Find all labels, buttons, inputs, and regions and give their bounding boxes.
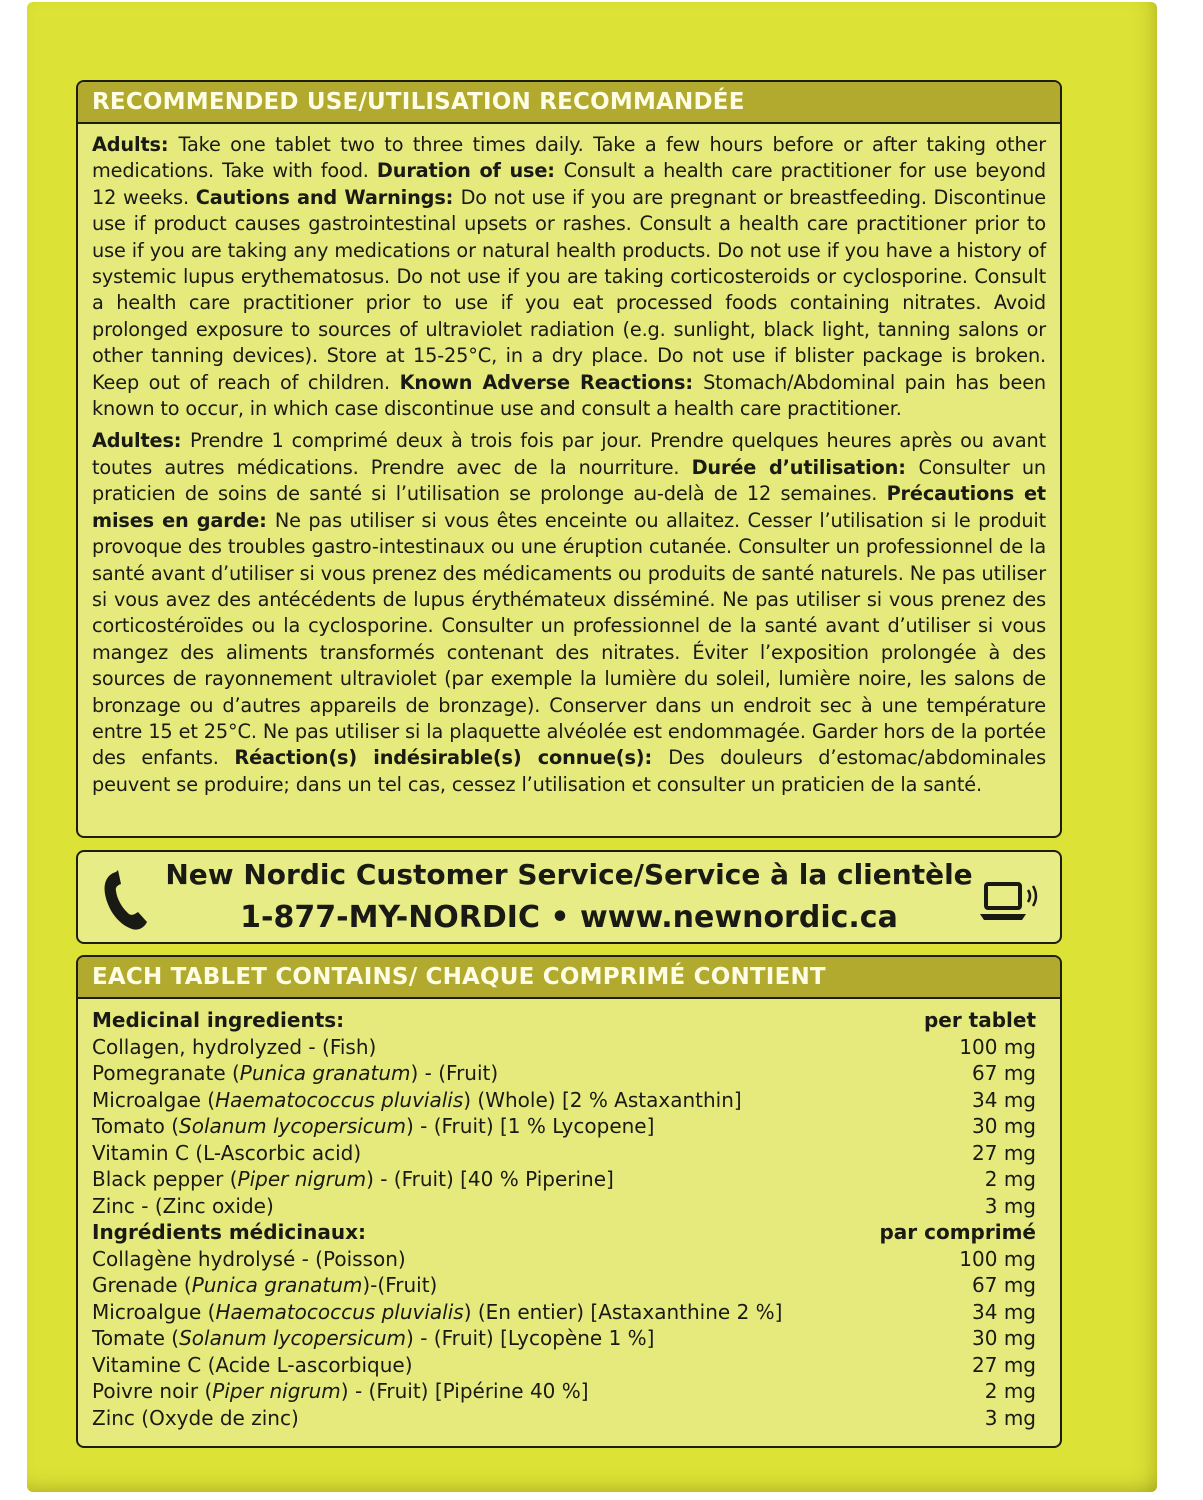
ingredient-name-part: ) (En entier) [Astaxanthine 2 %] (463, 1299, 783, 1324)
usage-label: Précautions et mises en garde: (92, 482, 1046, 532)
ingredient-amount: 67 mg (972, 1273, 1036, 1297)
ingredient-name (92, 1378, 589, 1405)
ingredient-amount: 30 mg (972, 1326, 1036, 1350)
ingredient-name (92, 1060, 498, 1087)
usage-text: Do not use if you are pregnant or breastfeeding. Discontinue use if product causes gastrointestinal upsets or rashes. Consult a health care practitioner prior to use if you are taking any medications or natural health products. Do not use if you have a history of systemic lupus erythematosus. Do not use if you are taking corticosteroids or cyclosporine. Consult a health care practitioner prior to use if you eat processed foods containing nitrates. Avoid prolonged exposure to sources of ultraviolet radiation (e.g. sunlight, black light, tanning salons or other tanning devices). Store at 15-25°C, in a dry place. Do not use if blister package is broken. Keep out of reach of children. (92, 185, 1046, 394)
ingredient-amount: 34 mg (972, 1087, 1036, 1112)
customer-service-panel (76, 850, 1062, 944)
ingredient-amount: 34 mg (972, 1299, 1036, 1324)
ingredient-row (92, 1140, 1036, 1167)
ingredient-latin-name: Solanum lycopersicum (179, 1114, 406, 1138)
ingredient-row (92, 1405, 1036, 1432)
usage-text: Take one tablet two to three times daily. Take a few hours before or after taking other medications. Take with food. (92, 133, 1046, 183)
ingredient-name-part: Vitamine C (Acide L-ascorbique) (92, 1352, 413, 1377)
ingredient-name-part: Microalgue ( (92, 1299, 216, 1324)
ingredient-latin-name: Piper nigrum (212, 1379, 341, 1403)
ingredient-latin-name: Solanum lycopersicum (179, 1326, 407, 1350)
ingredient-row (92, 1193, 1036, 1220)
ingredient-amount: 3 mg (984, 1193, 1036, 1218)
ingredient-row (92, 1034, 1036, 1061)
ingredient-name (92, 1140, 361, 1167)
ingredient-amount: 30 mg (972, 1114, 1036, 1138)
ingredient-name-part: ) - (Fruit) (410, 1061, 499, 1085)
usage-text: Consulter un praticien de soins de santé si l’utilisation se prolonge au-delà de 12 semaines. (92, 455, 1046, 506)
ingredient-amount: 100 mg (959, 1034, 1036, 1059)
ingredient-name-part: ) - (Fruit) [Lycopène 1 %] (406, 1326, 655, 1350)
ingredient-name (92, 1219, 366, 1246)
usage-label: Known Adverse Reactions: (399, 370, 704, 394)
ingredient-name-part: Zinc (Oxyde de zinc) (92, 1405, 299, 1430)
usage-label: Cautions and Warnings: (195, 185, 461, 209)
ingredient-name-part: Ingrédients médicinaux: (92, 1220, 366, 1244)
ingredient-latin-name: Haematococcus pluvialis (215, 1299, 464, 1324)
ingredient-name-part: Medicinal ingredients: (92, 1008, 345, 1032)
ingredient-row (92, 1246, 1036, 1273)
ingredients-heading-row (92, 1219, 1036, 1246)
usage-text: Consult a health care practitioner for use beyond 12 weeks. (92, 159, 1047, 209)
ingredient-name-part: )-(Fruit) (362, 1273, 438, 1297)
ingredient-amount: 2 mg (984, 1167, 1036, 1191)
ingredient-amount: 2 mg (984, 1379, 1036, 1403)
usage-text: Ne pas utiliser si vous êtes enceinte ou allaitez. Cesser l’utilisation si le produit provoque des troubles gastro-intestinaux ou une éruption cutanée. Consulter un professionnel de la santé avant d’utiliser si vous prenez des médicaments ou produits de santé naturels. Ne pas utiliser si vous avez des antécédents de lupus érythémateux disséminé. Ne pas utiliser si vous prenez des corticostéroïdes ou la cyclosporine. Consulter un professionnel de la santé avant d’utiliser si vous mangez des aliments transformés contenant des nitrates. Éviter l’exposition prolongée à des sources de rayonnement ultraviolet (par exemple la lumière du soleil, lumière noire, les salons de bronzage ou d’autres appareils de bronzage). Conserver dans un endroit sec à une température entre 15 et 25°C. Ne pas utiliser si la plaquette alvéolée est endommagée. Garder hors de la portée des enfants. (92, 508, 1047, 770)
ingredient-name (92, 1193, 274, 1220)
ingredient-amount: 67 mg (972, 1061, 1036, 1085)
ingredient-name (92, 1325, 654, 1352)
usage-label: Réaction(s) indésirable(s) connue(s): (234, 746, 669, 770)
usage-text: Prendre 1 comprimé deux à trois fois par jour. Prendre quelques heures après ou avant toutes autres médications. Prendre avec de la nourriture. (92, 429, 1046, 479)
recommended-use-header: RECOMMENDED USE/UTILISATION RECOMMANDÉE (78, 82, 1060, 124)
customer-service-title: New Nordic Customer Service/Service à la clientèle (165, 858, 973, 891)
ingredient-row (92, 1087, 1036, 1114)
usage-label: Durée d’utilisation: (691, 455, 919, 479)
ingredient-name-part: Poivre noir ( (92, 1379, 213, 1403)
ingredient-name (92, 1034, 376, 1061)
ingredient-latin-name: Haematococcus pluvialis (215, 1087, 464, 1112)
ingredient-latin-name: Punica granatum (191, 1273, 363, 1297)
ingredient-latin-name: Punica granatum (239, 1061, 411, 1085)
usage-english-text (78, 124, 1060, 422)
ingredient-amount: 27 mg (972, 1352, 1036, 1377)
ingredient-latin-name: Piper nigrum (237, 1167, 367, 1191)
ingredient-row (92, 1060, 1036, 1087)
ingredient-name (92, 1246, 406, 1273)
ingredient-row (92, 1272, 1036, 1299)
ingredient-name (92, 1166, 614, 1193)
ingredient-name-part: Zinc - (Zinc oxide) (92, 1193, 274, 1218)
usage-text: Des douleurs d’estomac/abdominales peuvent se produire; dans un tel cas, cessez l’utilisation et consulter un praticien de la santé. (92, 746, 1046, 796)
usage-label: Duration of use: (376, 159, 564, 183)
ingredient-name-part: Tomato ( (92, 1114, 180, 1138)
ingredient-name (92, 1087, 742, 1114)
ingredient-name-part: Pomegranate ( (92, 1061, 240, 1085)
ingredient-name-part: ) - (Fruit) [40 % Piperine] (366, 1167, 614, 1191)
ingredient-row (92, 1299, 1036, 1326)
ingredients-panel (76, 955, 1062, 1448)
ingredient-name (92, 1113, 654, 1140)
ingredient-row (92, 1352, 1036, 1379)
ingredient-name-part: ) (Whole) [2 % Astaxanthin] (463, 1087, 742, 1112)
ingredients-header: EACH TABLET CONTAINS/ CHAQUE COMPRIMÉ CONTIENT (78, 957, 1060, 999)
ingredient-row (92, 1378, 1036, 1405)
ingredient-amount: 3 mg (984, 1405, 1036, 1430)
usage-french-text (78, 422, 1060, 798)
customer-service-contact: 1-877-MY-NORDIC • www.newnordic.ca (240, 900, 898, 935)
ingredient-name-part: ) - (Fruit) [Pipérine 40 %] (340, 1379, 589, 1403)
usage-label: Adults: (92, 133, 179, 156)
ingredient-amount: per tablet (923, 1008, 1036, 1032)
usage-text: Stomach/Abdominal pain has been known to occur, in which case discontinue use and consult a health care practitioner. (92, 370, 1047, 421)
ingredient-name (92, 1352, 413, 1379)
ingredients-list (78, 999, 1060, 1431)
ingredient-name (92, 1299, 782, 1326)
ingredient-name (92, 1405, 299, 1432)
ingredient-amount: 27 mg (972, 1140, 1036, 1165)
ingredient-name-part: ) - (Fruit) [1 % Lycopene] (405, 1114, 655, 1138)
laptop-icon (978, 880, 1040, 924)
ingredient-name-part: Collagen, hydrolyzed - (Fish) (92, 1034, 377, 1059)
ingredient-amount: 100 mg (959, 1246, 1036, 1271)
ingredient-name-part: Grenade ( (92, 1273, 192, 1297)
ingredient-name (92, 1272, 437, 1299)
ingredient-name-part: Collagène hydrolysé - (Poisson) (92, 1246, 406, 1271)
ingredient-row (92, 1325, 1036, 1352)
ingredient-name-part: Vitamin C (L-Ascorbic acid) (92, 1140, 362, 1165)
ingredient-name-part: Microalgae ( (92, 1087, 216, 1112)
ingredient-name-part: Black pepper ( (92, 1167, 238, 1191)
ingredients-heading-row (92, 1007, 1036, 1034)
ingredient-row (92, 1113, 1036, 1140)
ingredient-row (92, 1166, 1036, 1193)
ingredient-amount: par comprimé (879, 1220, 1036, 1244)
ingredient-name (92, 1007, 344, 1034)
usage-label: Adultes: (92, 429, 190, 453)
ingredient-name-part: Tomate ( (92, 1326, 180, 1350)
recommended-use-panel (76, 80, 1062, 838)
